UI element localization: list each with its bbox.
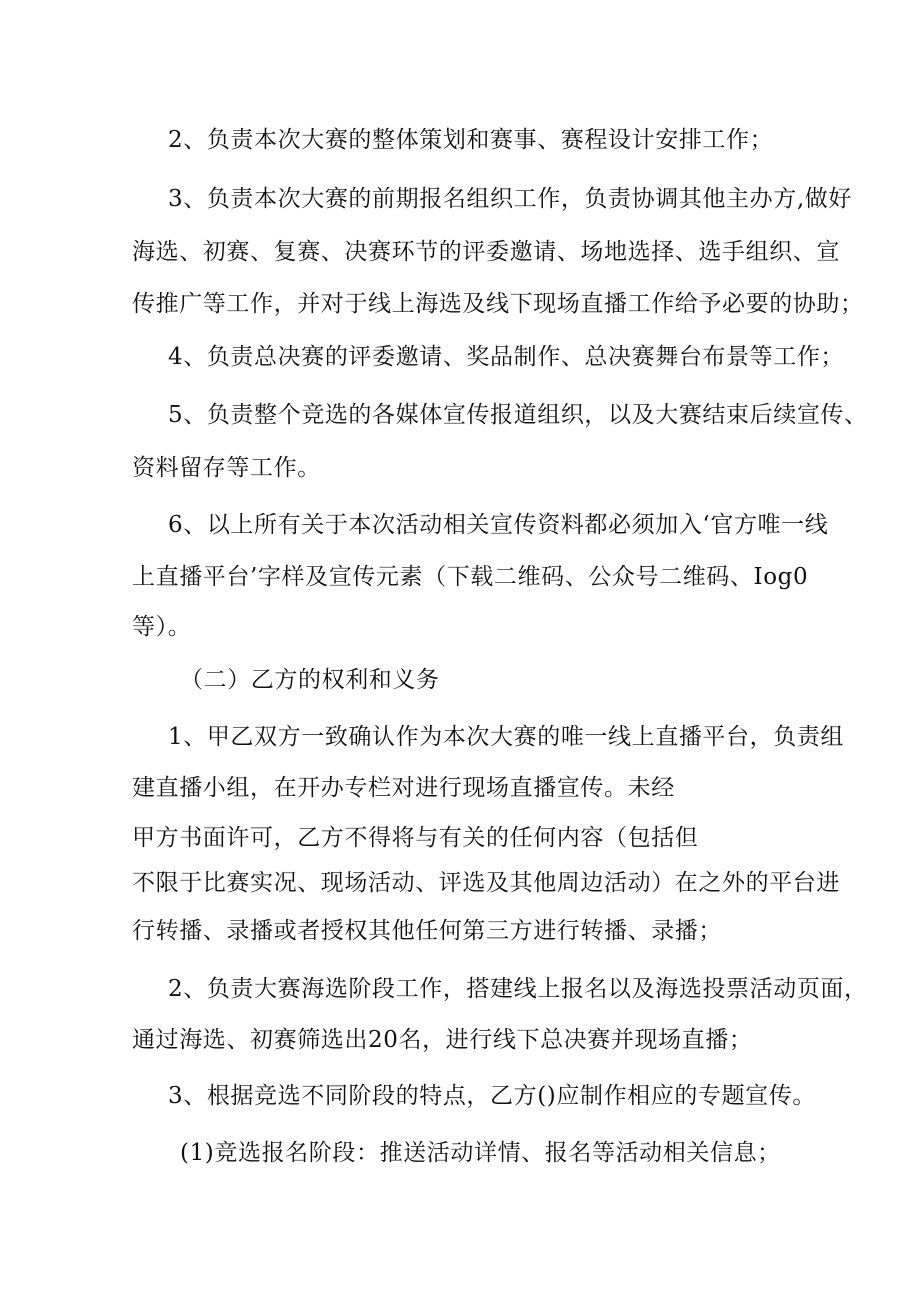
paragraph-line: 不限于比赛实况、现场活动、评选及其他周边活动）在之外的平台进: [132, 870, 840, 896]
paragraph-line: (1)竞选报名阶段：推送活动详情、报名等活动相关信息；: [180, 1140, 781, 1166]
paragraph-line: 2、负责本次大赛的整体策划和赛事、赛程设计安排工作；: [168, 127, 774, 153]
paragraph-line: 1、甲乙双方一致确认作为本次大赛的唯一线上直播平台，负责组: [168, 724, 845, 750]
paragraph-line: 6、以上所有关于本次活动相关宣传资料都必须加入‘官方唯一线: [168, 512, 829, 538]
section-heading: （二）乙方的权利和义务: [180, 667, 440, 693]
paragraph-line: 资料留存等工作。: [132, 455, 321, 481]
paragraph-line: 5、负责整个竞选的各媒体宣传报道组织，以及大赛结束后续宣传、: [168, 402, 868, 428]
paragraph-line: 3、根据竞选不同阶段的特点，乙方()应制作相应的专题宣传。: [168, 1083, 816, 1109]
paragraph-line: 等）。: [132, 614, 192, 640]
paragraph-line: 传推广等工作，并对于线上海选及线下现场直播工作给予必要的协助；: [132, 291, 864, 317]
paragraph-line: 行转播、录播或者授权其他任何第三方进行转播、录播；: [132, 918, 722, 944]
paragraph-line: 上直播平台’字样及宣传元素（下载二维码、公众号二维码、Iog0: [132, 564, 809, 590]
paragraph-line: 海选、初赛、复赛、决赛环节的评委邀请、场地选择、选手组织、宣: [132, 239, 840, 265]
paragraph-line: 2、负责大赛海选阶段工作，搭建线上报名以及海选投票活动页面，: [168, 976, 868, 1002]
paragraph-line: 通过海选、初赛筛选出20名，进行线下总决赛并现场直播；: [132, 1027, 753, 1053]
paragraph-line: 甲方书面许可，乙方不得将与有关的任何内容（包括但: [132, 825, 699, 851]
paragraph-line: 3、负责本次大赛的前期报名组织工作，负责协调其他主办方,做好: [168, 186, 852, 212]
paragraph-line: 4、负责总决赛的评委邀请、奖品制作、总决赛舞台布景等工作；: [168, 344, 845, 370]
paragraph-line: 建直播小组，在开办专栏对进行现场直播宣传。未经: [132, 775, 675, 801]
